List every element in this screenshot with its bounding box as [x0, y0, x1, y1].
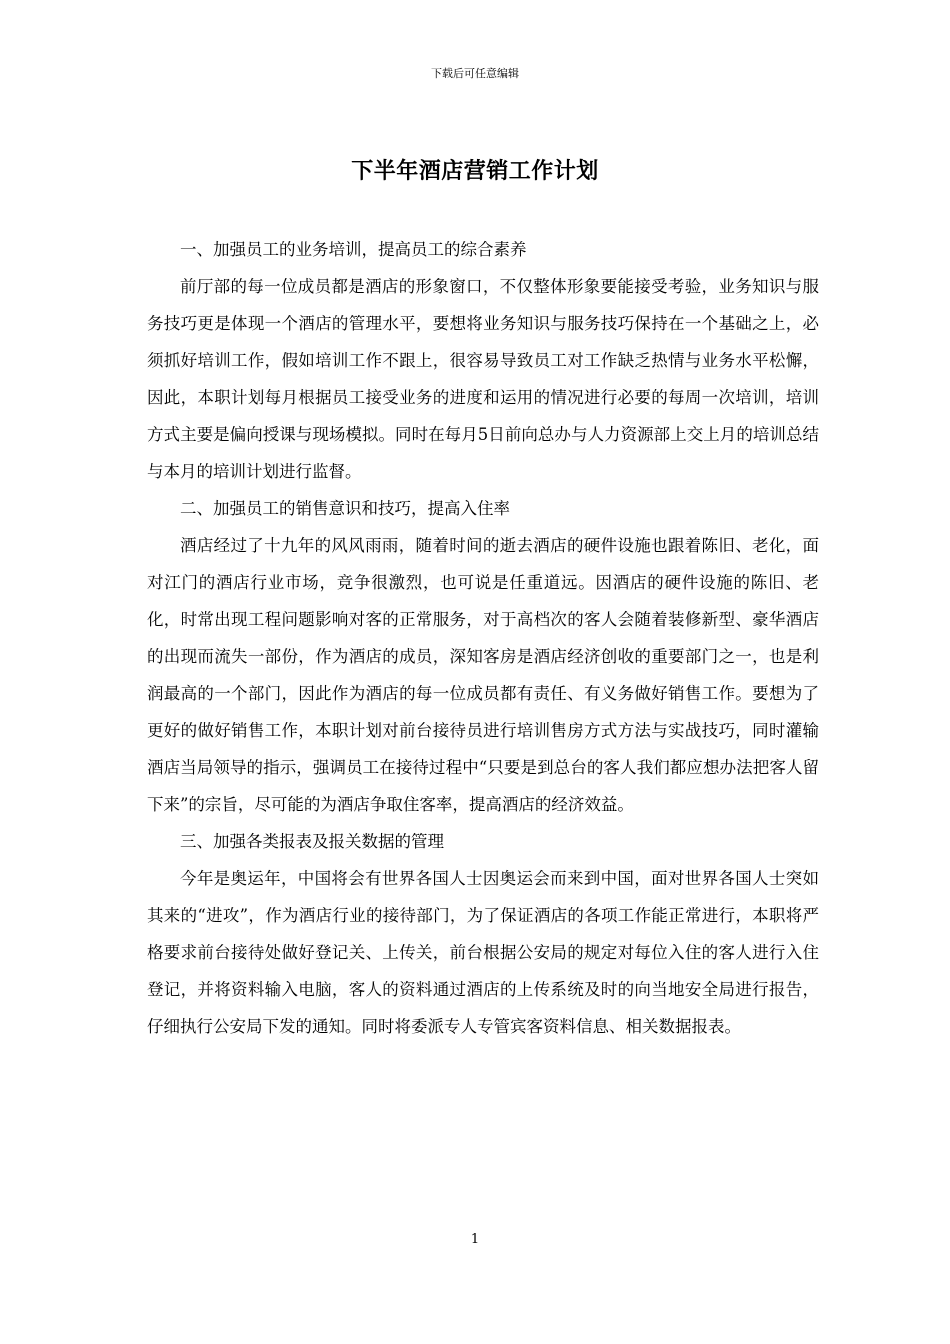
section-heading-2: 二、加强员工的销售意识和技巧，提高入住率: [180, 499, 510, 518]
section-paragraph-3: 今年是奥运年，中国将会有世界各国人士因奥运会而来到中国，面对世界各国人士突如其来的“进攻”，作为酒店行业的接待部门，为了保证酒店的各项工作能正常进行，本职将严格要求前台接待处做好登记关、上传关，前台根据公安局的规定对每位入住的客人进行入住登记，并将资料输入电脑，客人的资料通过酒店的上传系统及时的向当地安全局进行报告，仔细执行公安局下发的通知。同时将委派专人专管宾客资料信息、相关数据报表。: [147, 869, 819, 1036]
document-body: [147, 231, 819, 1045]
section-paragraph-1: 前厅部的每一位成员都是酒店的形象窗口，不仅整体形象要能接受考验，业务知识与服务技巧更是体现一个酒店的管理水平，要想将业务知识与服务技巧保持在一个基础之上，必须抓好培训工作，假如培训工作不跟上，很容易导致员工对工作缺乏热情与业务水平松懈，因此，本职计划每月根据员工接受业务的进度和运用的情况进行必要的每周一次培训，培训方式主要是偏向授课与现场模拟。同时在每月5日前向总办与人力资源部上交上月的培训总结与本月的培训计划进行监督。: [147, 277, 819, 481]
section-heading-1: 一、加强员工的业务培训，提高员工的综合素养: [180, 240, 527, 259]
section-paragraph-2: 酒店经过了十九年的风风雨雨，随着时间的逝去酒店的硬件设施也跟着陈旧、老化，面对江门的酒店行业市场，竞争很激烈，也可说是任重道远。因酒店的硬件设施的陈旧、老化，时常出现工程问题影响对客的正常服务，对于高档次的客人会随着装修新型、豪华酒店的出现而流失一部份，作为酒店的成员，深知客房是酒店经济创收的重要部门之一，也是利润最高的一个部门，因此作为酒店的每一位成员都有责任、有义务做好销售工作。要想为了更好的做好销售工作，本职计划对前台接待员进行培训售房方式方法与实战技巧，同时灌输酒店当局领导的指示，强调员工在接待过程中“只要是到总台的客人我们都应想办法把客人留下来”的宗旨，尽可能的为酒店争取住客率，提高酒店的经济效益。: [147, 536, 819, 814]
document-title: 下半年酒店营销工作计划: [351, 158, 599, 184]
section-heading-3: 三、加强各类报表及报关数据的管理: [180, 832, 444, 851]
page-number: 1: [470, 1232, 480, 1247]
header-note: 下载后可任意编辑: [431, 67, 519, 80]
